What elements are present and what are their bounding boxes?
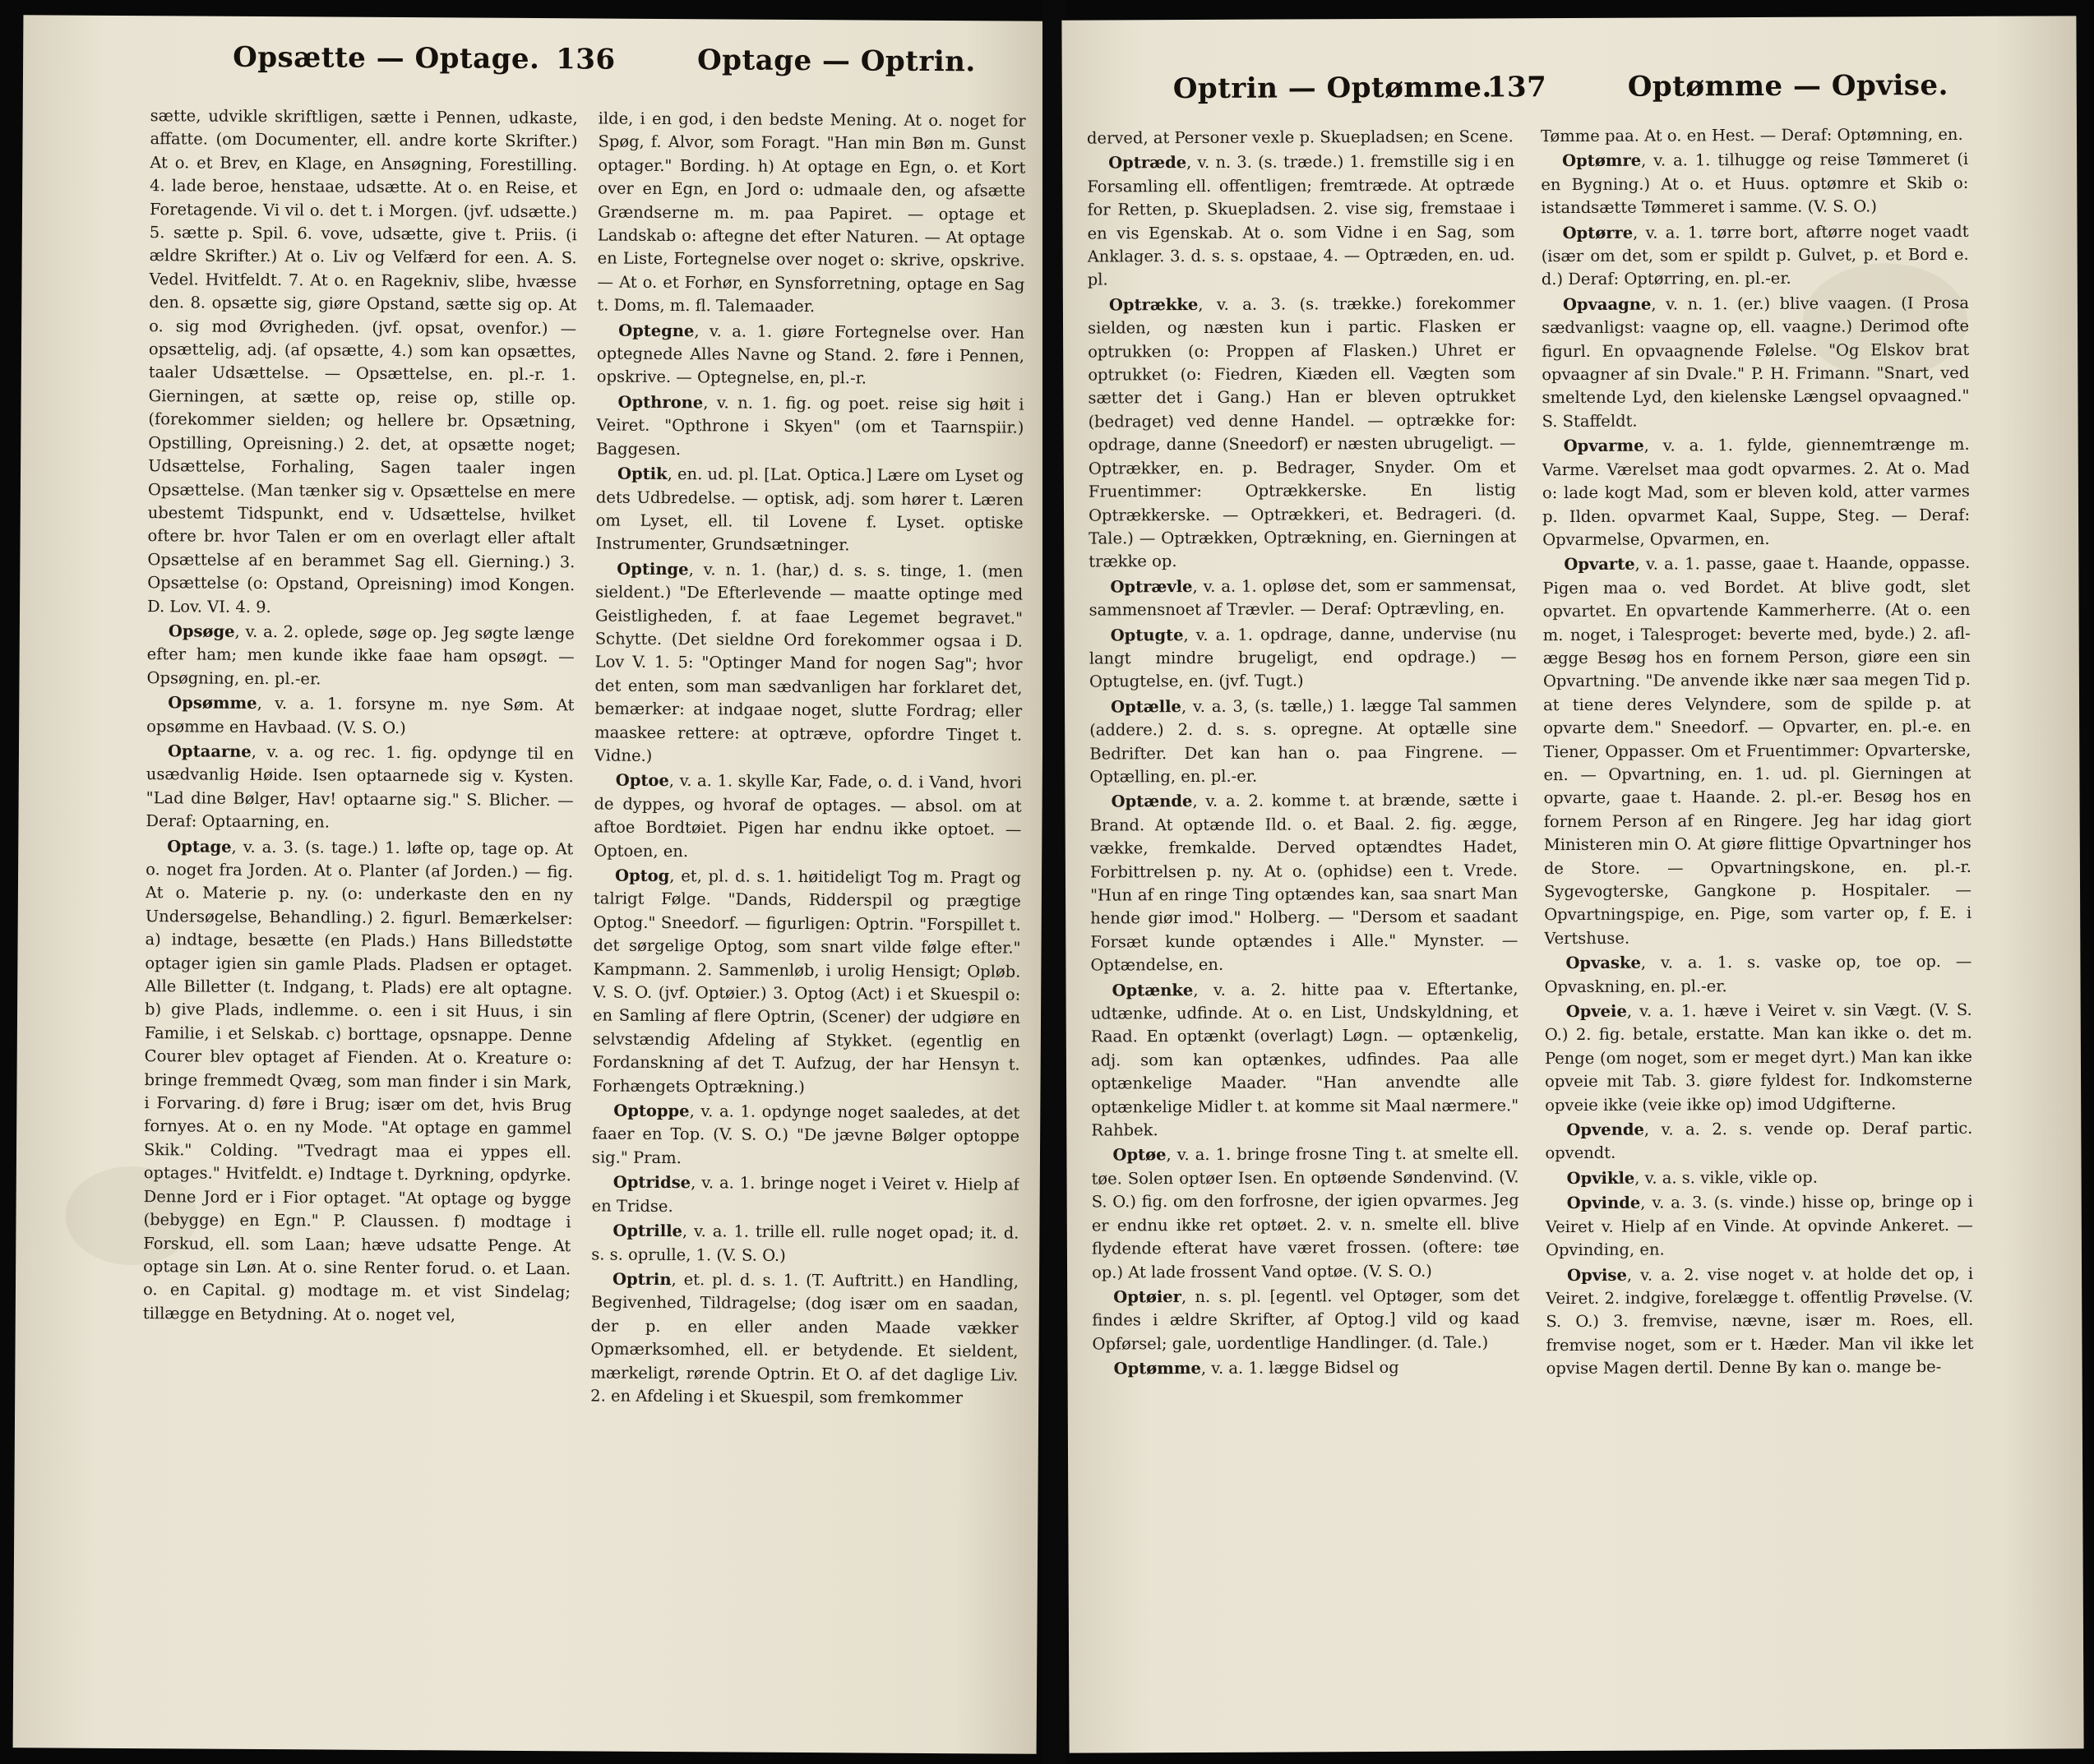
dictionary-entry xyxy=(592,864,1021,1100)
headword: Optrin xyxy=(612,1269,672,1289)
entry-text: , et, pl. d. s. 1. høitideligt Tog m. Pragt og talrigt Følge. "Dands, Ridderspil og prægtige Optog." Sneedorf. — figurligen: Optrin. "Forspillet t. det sørgelige Optog, som snart vilde følge efter." Kampmann. 2. Sammenløb, i urolig Hensigt; Opløb. V. S. O. (jvf. Optøier.) 3. Optog (Act) i et Skuespil o: en Samling af flere Optrin, (Scener) der udgiøre en selvstændig Afdeling af Stykket. (egentlig en Fordanskning af det T. Aufzug, der har Hensyn t. Forhængets Optrækning.) xyxy=(592,866,1022,1097)
entry-text: , v. a. 1. trille ell. rulle noget opad; it. d. s. s. oprulle, 1. (V. S. O.) xyxy=(591,1221,1019,1265)
dictionary-entry xyxy=(1544,950,1972,999)
headword: Optræde xyxy=(1108,153,1187,173)
running-head-left: Opsætte — Optage. xyxy=(233,40,540,76)
entry-text: , v. a. 1. opdrage, danne, undervise (nu langt mindre brugeligt, end opdrage.) — Optugtelse, en. (jvf. Tugt.) xyxy=(1089,623,1517,691)
text-column-2 xyxy=(1541,123,1976,1753)
dictionary-entry xyxy=(1542,552,1972,950)
entry-text: , v. a. 2. komme t. at brænde, sætte i Brand. At optænde Ild. o. et Baal. 2. fig. ægge, vække, fremkalde. Derved optændtes Hadet, Forbittrelsen p. ny. At o. (ophidse) een t. Vrede. "Hun af en ringe Ting optændes kan, saa snart Man hende giør imod." Holberg. — "Dersom et saadant Forsæt kunde optændes i Alle." Mynster. — Optændelse, en. xyxy=(1089,790,1518,975)
headword: Optænde xyxy=(1111,792,1193,811)
entry-text: derved, at Personer vexle p. Skuepladsen; en Scene. xyxy=(1086,127,1514,148)
entry-text: , v. a. 1. forsyne m. nye Søm. At opsømme en Havbaad. (V. S. O.) xyxy=(146,694,575,737)
entry-text: , v. a. 1. fylde, giennemtrænge m. Varme. Værelset maa godt opvarmes. 2. At o. Mad o: lade kogt Mad, som er bleven kold, atter varmes p. Ilden. opvarmet Kaal, Suppe, Steg. — Deraf: Opvarmelse, Opvarmen, en. xyxy=(1542,435,1971,550)
dictionary-entry xyxy=(591,1220,1019,1269)
headword: Opvinde xyxy=(1566,1193,1641,1213)
page-number: 137 xyxy=(1486,71,1547,104)
entry-text: , v. a. 1. opdynge noget saaledes, at det faaer en Top. (V. S. O.) "De jævne Bølger optoppe sig." Pram. xyxy=(591,1101,1020,1168)
entry-text: , v. a. og rec. 1. fig. opdynge til en usædvanlig Høide. Isen optaarnede sig v. Kysten. "Lad dine Bølger, Hav! optaarne sig." S. Blicher. — Deraf: Optaarning, en. xyxy=(146,741,575,832)
entry-text: , v. a. 3, (s. tælle,) 1. lægge Tal sammen (addere.) 2. d. s. s. opregne. At optælle sine Bedrifter. Det kan han o. paa Fingrene. — Optælling, en. pl.-er. xyxy=(1089,695,1518,787)
headword: Optaarne xyxy=(167,741,252,761)
entry-text: ilde, i en god, i den bedste Mening. At o. noget for Spøg, f. Alvor, som Foragt. "Han min Bøn m. Gunst optager." Bording. h) At optage en Egn, o. et Kort over en Egn, en Jord o: udmaale den, og afsætte Grændserne m. m. paa Papiret. — optage et Landskab o: aftegne det efter Naturen. — At optage en Liste, Fortegnelse over noget o: skrive, opskrive. — At o. et Forhør, en Synsforretning, optage en Sag t. Doms, m. fl. Talemaader. xyxy=(597,109,1026,316)
dictionary-entry xyxy=(595,463,1024,559)
dictionary-entry xyxy=(146,620,575,692)
headword: Optænke xyxy=(1112,980,1194,1000)
dictionary-entry xyxy=(597,107,1026,320)
entry-text: , v. n. 1. (er.) blive vaagen. (I Prosa sædvanligst: vaagne op, ell. vaagne.) Derimod ofte figurl. En opvaagnende Følelse. "Og Elskov brat opvaagner af sin Dvale." P. H. Frimann. "Snart, ved smeltende Lyd, den kielenske Længsel opvaagned." S. Staffeldt. xyxy=(1541,293,1970,432)
headword: Optøe xyxy=(1112,1145,1167,1165)
headword: Optømme xyxy=(1113,1359,1201,1378)
entry-text: , v. a. 1. s. vaske op, toe op. — Opvaskning, en. pl.-er. xyxy=(1544,952,1972,996)
entry-text: , v. a. 1. bringe frosne Ting t. at smelte ell. tøe. Solen optøer Isen. En optøende Søndenvind. (V. S. O.) fig. om den forfrosne, der igien opvarmes. Jeg er endnu ikke ret optøet. 2. v. n. smelte ell. blive flydende efterat have været frossen. (oftere: tøe op.) At lade frossent Vand optøe. (V. S. O.) xyxy=(1091,1143,1519,1282)
dictionary-entry xyxy=(1089,574,1516,622)
headword: Optinge xyxy=(617,559,689,579)
headword: Opvarme xyxy=(1563,436,1644,456)
dictionary-entry xyxy=(1545,1117,1972,1166)
dictionary-entry xyxy=(1541,148,1968,219)
headword: Optog xyxy=(614,866,670,886)
headword: Optælle xyxy=(1111,696,1181,717)
dictionary-entry xyxy=(1087,125,1514,150)
headword: Opvikle xyxy=(1566,1168,1635,1188)
dictionary-entry xyxy=(1541,123,1968,149)
entry-text: , v. a. 1. skylle Kar, Fade, o. d. i Vand, hvori de dyppes, og hvoraf de optages. — absol. om at aftoe Bordtøiet. Pigen har endnu ikke optoet. — Optoen, en. xyxy=(594,771,1022,861)
dictionary-entry xyxy=(1088,292,1516,574)
dictionary-entry xyxy=(1090,977,1518,1143)
headword: Opthrone xyxy=(617,392,704,413)
dictionary-entry xyxy=(594,769,1022,866)
dictionary-entry xyxy=(597,319,1025,391)
running-head-left: Optrin — Optømme. xyxy=(1172,71,1492,106)
dictionary-entry xyxy=(143,835,574,1328)
headword: Opvende xyxy=(1566,1120,1644,1140)
dictionary-entry xyxy=(592,1171,1019,1221)
text-column-1 xyxy=(1087,125,1522,1752)
entry-text: Tømme paa. At o. en Hest. — Deraf: Optømning, en. xyxy=(1540,124,1963,146)
headword: Optørre xyxy=(1562,223,1634,242)
entry-text: sætte, udvikle skriftligen, sætte i Pennen, udkaste, affatte. (om Documenter, ell. andre korte Skrifter.) At o. et Brev, en Klage, en Ansøgning, Forestilling. 4. lade beroe, henstaae, udsætte. At o. en Reise, et Foretagende. Vi vil o. det t. i Morgen. (jvf. udsætte.) 5. sætte p. Spil. 6. vove, udsætte, give t. Priis. (i ældre Skrifter.) At o. Liv og Velfærd for een. A. S. Vedel. Hvitfeldt. 7. At o. en Ragekniv, slibe, hvæsse den. 8. opsætte sig, giøre Opstand, sætte sig op. At o. sig mod Øvrigheden. (jvf. opsat, ovenfor.) — opsættelig, adj. (af opsætte, 4.) som kan opsættes, taaler Udsættelse. — Opsættelse, en. pl.-r. 1. Gierningen, at sætte op, reise op, stille op. (forekommer sielden; og hellere br. Opsætning, Opstilling, Opreisning.) 2. det, at opsætte noget; Udsættelse, Forhaling, Sagen taaler ingen Opsættelse. (Man tænker sig v. Opsættelse en mere ubestemt Tidspunkt, end v. Udsættelse, hvilket oftere br. hvor Talen er om en overlagt eller aftalt Opsættelse af en berammet Sag ell. Gierning.) 3. Opsættelse (o: Opstand, Opreisning) imod Kongen. D. Lov. VI. 4. 9. xyxy=(146,106,578,616)
text-column-2 xyxy=(589,107,1026,1745)
dictionary-entry xyxy=(1091,1143,1519,1285)
dictionary-entry xyxy=(1092,1284,1519,1355)
headword: Optrække xyxy=(1108,294,1199,315)
entry-text: , v. n. 1. (har,) d. s. s. tinge, 1. (men sieldent.) "De Efterlevende — maatte optinge med Geistligheden, f. at faae Legemet begravet." Schytte. (Det sieldne Ord forekommer ogsaa i D. Lov V. 1. 5: "Optinger Mand for nogen Sag"; hvor det enten, som man sædvanligen har forklaret det, bemærker: at indgaae noget, slutte Fordrag; eller maaskee rettere: at optræve, opfordre Tinget t. Vidne.) xyxy=(594,559,1024,765)
headword: Optugte xyxy=(1110,625,1184,644)
headword: Optoe xyxy=(615,771,669,791)
entry-text: , v. a. 2. hitte paa v. Eftertanke, udtænke, udfinde. At o. en List, Undskyldning, et Raad. En optænkt (overlagt) Løgn. — optænkelig, adj. som kan optænkes, udfindes. Paa alle optænkelige Maader. "Han anvendte alle optænkelige Midler t. at komme sit Maal nærmere." Rahbek. xyxy=(1090,978,1519,1140)
entry-text: , v. a. 1. hæve i Veiret v. sin Vægt. (V. S. O.) 2. fig. betale, erstatte. Man kan ikke o. det m. Penge (om noget, som er meget dyrt.) Man kan ikke opveie mit Tab. 3. giøre fyldest for. Indkomsterne opveie ikke (veie ikke op) imod Udgifterne. xyxy=(1544,1000,1973,1115)
entry-text: , v. a. 1. opløse det, som er sammensat, sammensnoet af Trævler. — Deraf: Optrævling, en. xyxy=(1089,575,1517,620)
entry-text: , et. pl. d. s. 1. (T. Auftritt.) en Handling, Begivenhed, Tildragelse; (dog især om en saadan, der p. en eller anden Maade vækker Opmærksomhed, ell. er betydende. Et sieldent, mærkeligt, rørende Optrin. Et O. af det dagligе Liv. 2. en Afdeling i et Skuespil, som fremkommer xyxy=(590,1269,1019,1408)
headword: Optegne xyxy=(618,321,695,340)
dictionary-entry xyxy=(1089,789,1518,978)
headword: Optrille xyxy=(612,1221,683,1241)
dictionary-entry xyxy=(592,1100,1020,1172)
right-page xyxy=(1061,16,2083,1752)
entry-text: , v. a. 1. tilhugge og reise Tømmeret (i en Bygning.) At o. et Huus. optømre et Skib o: istandsætte Tømmeret i samme. (V. S. O.) xyxy=(1541,150,1969,218)
headword: Opvarte xyxy=(1564,554,1635,575)
headword: Opvise xyxy=(1567,1265,1627,1285)
headword: Optoppe xyxy=(613,1101,690,1121)
dictionary-entry xyxy=(596,390,1024,463)
headword: Optømre xyxy=(1562,151,1642,171)
headword: Optridse xyxy=(612,1172,691,1193)
entry-text: , v. a. 2. vise noget v. at holde det op, i Veiret. 2. indgive, forelægge t. offentlig Prøvelse. (V. S. O.) 3. fremvise, nævne, især m. Roes, ell. fremvise noget, som er t. Hæder. Man vil ikke let opvise Magen dertil. Denne By kan o. mange be- xyxy=(1546,1263,1974,1378)
running-head-right: Optømme — Opvise. xyxy=(1627,68,1949,104)
entry-text: , v. a. 1. tørre bort, aftørre noget vaadt (især om det, som er spildt p. Gulvet, p. et Bord e. d.) Deraf: Optørring, en. pl.-er. xyxy=(1541,221,1969,289)
headword: Optøier xyxy=(1113,1286,1181,1307)
dictionary-entry xyxy=(1089,622,1517,694)
dictionary-entry xyxy=(1545,999,1973,1117)
dictionary-entry xyxy=(1093,1355,1520,1381)
running-head xyxy=(23,28,1047,92)
entry-text: , v. a. 1. giøre Fortegnelse over. Han optegnede Alles Navne og Stand. 2. føre i Pennen, opskrive. — Optegnelse, en, pl.-r. xyxy=(596,321,1025,388)
entry-text: , v. a. 2. s. vende op. Deraf partic. opvendt. xyxy=(1545,1118,1973,1163)
entry-text: , v. a. 1. passe, gaae t. Haande, oppasse. Pigen maa o. ved Bordet. At blive godt, slet opvartet. En opvartende Kammerherre. (At o. een m. noget, i Talesproget: beverte med, byde.) 2. aflægge Besøg hos en fornem Person, giøre een sin Opvartning. "De anvende ikke nær saa megen Tid p. at tiene deres Velyndere, som de spilde p. at opvarte dem." Sneedorf. — Opvarter, en. pl.-e. en Tiener, Oppasser. Om et Fruentimmer: Opvarterske, en. — Opvartning, en. 1. ud. pl. Gierningen at opvarte, gaae t. Haande. 2. pl.-er. Besøg hos en fornem Person af en Ringere. Jeg har idag giort Ministeren min O. At giøre flittige Opvartninger hos de Store. — Opvartningskone, en. pl.-r. Sygevogterske, Gangkone p. Hospitaler. — Opvartningspige, en. Pige, som varter op, f. E. i Vertshuse. xyxy=(1542,553,1972,948)
entry-text: , v. a. 3. (s. tage.) 1. løfte op, tage op. At o. noget fra Jorden. At o. Planter (af Jorden.) — fig. At o. Materie p. ny. (o: underkaste den en ny Undersøgelse, Behandling.) 2. figurl. Bemærkelser: a) indtage, besætte (en Plads.) Hans Billedstøtte optager igien sin gamle Plads. Pladsen er optaget. Alle Billetter (t. Indgang, t. Plads) ere alt optagne. b) give Plads, indlemme. o. een i sit Huus, i sin Familie, i et Selskab. c) borttage, opsnappe. Denne Courer blev optaget af Fienden. At o. Kreature o: bringe fremmedt Qvæg, som man finder i sin Mark, i Forvaring. d) føre i Brug; især om det, hvis Brug fornyes. At o. en ny Mode. "At optage en gammel Skik." Colding. "Tvedragt maa ei yppes ell. optages." Hvitfeldt. e) Indtage t. Dyrkning, opdyrke. Denne Jord er i Fior optaget. "At optage og bygge (bebygge) en Egn." P. Claussen. f) modtage i Forskud, ell. som Laan; hæve udsatte Penge. At optage sin Løn. At o. sine Renter forud. o. et Laan. o. en Capital. g) modtage m. et vist Sindelag; tillægge en Betydning. At o. noget vel, xyxy=(142,837,574,1325)
headword: Optrævle xyxy=(1110,576,1193,597)
dictionary-entry xyxy=(1546,1190,1973,1262)
headword: Opvaske xyxy=(1565,953,1641,973)
running-head xyxy=(1061,29,2076,106)
left-page xyxy=(13,15,1047,1754)
running-head-right: Optage — Optrin. xyxy=(697,44,976,79)
dictionary-entry xyxy=(1542,433,1971,552)
headword: Opvaagne xyxy=(1562,294,1652,314)
headword: Optik xyxy=(617,464,668,484)
dictionary-entry xyxy=(146,691,574,741)
entry-text: , v. a. s. vikle, vikle op. xyxy=(1634,1167,1818,1188)
entry-text: , v. a. 3. (s. trække.) forekommer sielden, og næsten kun i partic. Flasken er optrukken (o: Proppen af Flasken.) Uhret er optrukket (o: Fiedren, Kiæden ell. Vægten som sætter det i Gang.) Han er bleven optrukket (bedraget) ved denne Handel. — optrække for: opdrage, danne (Sneedorf) er næsten ubrugeligt. — Optrækker, en. p. Bedrager, Snyder. Om et Fruentimmer: Optrækkerske. En listig Optrækkerske. — Optrækkeri, et. Bedrageri. (d. Tale.) — Optrækken, Optrækning, en. Gierningen at trække op. xyxy=(1087,293,1517,571)
entry-text: , v. n. 3. (s. træde.) 1. fremstille sig i en Forsamling ell. offentligen; fremtræde. At optræde for Retten, p. Skuepladsen. 2. vise sig, fremstaae i en vis Egenskab. At o. som Vidne i en Sag, som Anklager. 3. d. s. s. opstaae, 4. — Optræden, en. ud. pl. xyxy=(1087,151,1515,290)
entry-text: , n. s. pl. [egentl. vel Optøger, som det findes i ældre Skrifter, af Optog.] vild og kaad Opførsel; gale, uordentlige Handlinger. (d. Tale.) xyxy=(1092,1286,1520,1354)
headword: Opsøge xyxy=(168,621,235,641)
dictionary-entry xyxy=(147,104,578,621)
dictionary-entry xyxy=(1546,1166,1973,1191)
dictionary-entry xyxy=(1089,694,1517,789)
headword: Opsømme xyxy=(168,693,257,713)
entry-text: , v. a. 3. (s. vinde.) hisse op, bringe op i Veiret v. Hielp af en Vinde. At opvinde Ankeret. — Opvinding, en. xyxy=(1545,1192,1973,1260)
dictionary-entry xyxy=(146,740,574,836)
page-number: 136 xyxy=(556,43,616,76)
entry-text: , v. a. 1. lægge Bidsel og xyxy=(1200,1358,1399,1378)
text-column-1 xyxy=(141,104,578,1743)
headword: Optage xyxy=(167,836,232,857)
entry-text: , v. n. 1. fig. og poet. reise sig høit i Veiret. "Opthrone i Skyen" (om et Taarnspiir.) Baggesen. xyxy=(596,393,1024,459)
dictionary-entry xyxy=(1542,292,1970,434)
dictionary-entry xyxy=(590,1268,1019,1411)
dictionary-entry xyxy=(1087,150,1515,293)
entry-text: , en. ud. pl. [Lat. Optica.] Lære om Lyset og dets Udbredelse. — optisk, adj. som hører t. Læren om Lyset, ell. til Lovene f. Lyset. optiske Instrumenter, Grundsætninger. xyxy=(595,464,1024,555)
entry-text: , v. a. 1. bringe noget i Veiret v. Hielp af en Tridse. xyxy=(591,1173,1019,1216)
dictionary-entry xyxy=(1541,220,1968,292)
dictionary-entry xyxy=(594,557,1024,770)
entry-text: , v. a. 2. opledе, søge op. Jeg søgte længe efter ham; men kunde ikke faae ham opsøgt. — Opsøgning, en. pl.-er. xyxy=(146,621,575,689)
dictionary-entry xyxy=(1546,1262,1974,1380)
headword: Opveie xyxy=(1565,1001,1627,1022)
